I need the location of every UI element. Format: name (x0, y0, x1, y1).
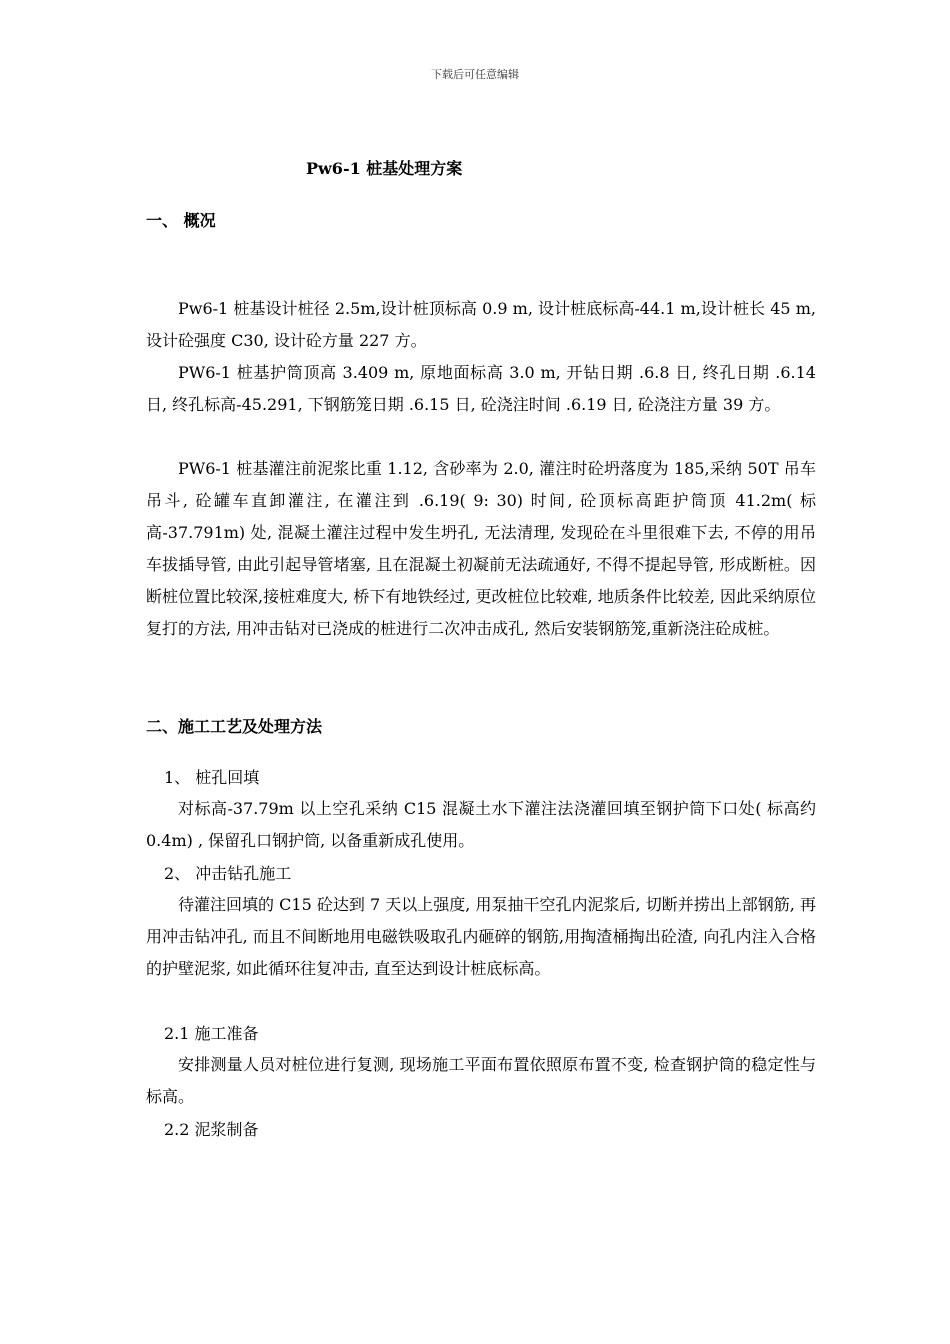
section-heading-process: 二、施工工艺及处理方法 (146, 717, 323, 736)
subheading-hole-backfill: 1、 桩孔回填 (164, 768, 260, 787)
page-header-note: 下载后可任意编辑 (431, 68, 519, 81)
section-heading-overview: 一、 概况 (146, 211, 216, 230)
paragraph-design-params: Pw6-1 桩基设计桩径 2.5m,设计桩顶标高 0.9 m, 设计桩底标高-44.1 m,设计桩长 45 m, 设计砼强度 C30, 设计砼方量 227 方。 (146, 299, 816, 350)
subheading-mud-preparation: 2.2 泥浆制备 (164, 1120, 259, 1139)
paragraph-percussion-drilling: 待灌注回填的 C15 砼达到 7 天以上强度, 用泵抽干空孔内泥浆后, 切断并捞出上部钢筋, 再用冲击钻冲孔, 而且不间断地用电磁铁吸取孔内砸碎的钢筋,用掏渣桶掏出砼渣, 向孔内注入合格的护壁泥浆, 如此循环往复冲击, 直至达到设计桩底标高。 (146, 895, 816, 978)
paragraph-incident: PW6-1 桩基灌注前泥浆比重 1.12, 含砂率为 2.0, 灌注时砼坍落度为 185,采纳 50T 吊车吊斗, 砼罐车直卸灌注, 在灌注到 .6.19( 9: 30) 时间, 砼顶标高距护筒顶 41.2m( 标高-37.791m) 处, 混凝土灌注过程中发生坍孔, 无法清理, 发现砼在斗里很难下去, 不停的用吊车拔插导管, 由此引起导管堵塞, 且在混凝土初凝前无法疏通好, 不得不提起导管, 形成断桩。因断桩位置比较深,接桩难度大, 桥下有地铁经过, 更改桩位比较难, 地质条件比较差, 因此采纳原位复打的方法, 用冲击钻对已浇成的桩进行二次冲击成孔, 然后安装钢筋笼,重新浇注砼成桩。 (146, 459, 816, 638)
paragraph-drilling-dates: PW6-1 桩基护筒顶高 3.409 m, 原地面标高 3.0 m, 开钻日期 .6.8 日, 终孔日期 .6.14 日, 终孔标高-45.291, 下钢筋笼日期 .6.15 日, 砼浇注时间 .6.19 日, 砼浇注方量 39 方。 (146, 363, 816, 414)
subheading-preparation: 2.1 施工准备 (164, 1024, 259, 1043)
subheading-percussion-drilling: 2、 冲击钻孔施工 (164, 864, 292, 883)
document-title: Pw6-1 桩基处理方案 (306, 159, 463, 178)
paragraph-preparation: 安排测量人员对桩位进行复测, 现场施工平面布置依照原布置不变, 检查钢护筒的稳定性与标高。 (146, 1055, 816, 1106)
paragraph-hole-backfill: 对标高-37.79m 以上空孔采纳 C15 混凝土水下灌注法浇灌回填至钢护筒下口处( 标高约 0.4m) , 保留孔口钢护筒, 以备重新成孔使用。 (146, 799, 816, 850)
